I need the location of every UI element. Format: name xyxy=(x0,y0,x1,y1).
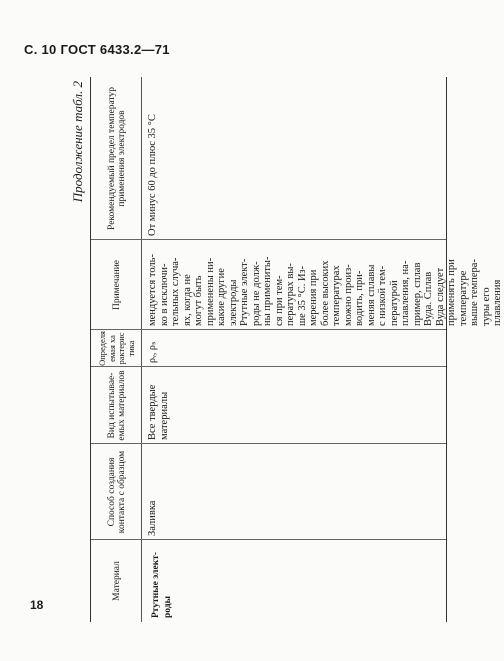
cell-note: мендуется толь- ко в исключи- тельных случа- ях, когда не могут быть применены ни- какие другие электроды Ртутные элект- роды не долж- ны примениты- ся при тем- пературах вы- ше 35 °С. Из- мерения при более высоких температурах можно произ- водить, при- меняя сплавы с низкой тем- пературой плавления, на- пример, сплав Вуда. Сплав Вуда следует применять при температуре выше темпера- туры его плавления xyxy=(147,254,503,326)
column-rule xyxy=(91,443,446,444)
running-head: С. 10 ГОСТ 6433.2—71 xyxy=(24,42,170,57)
page-number: 18 xyxy=(30,598,44,612)
table-continuation-caption: Продолжение табл. 2 xyxy=(70,81,85,203)
column-rule xyxy=(91,539,446,540)
rotated-table-page xyxy=(70,77,503,622)
header-tested-materials: Вид испытывае-емых материалов xyxy=(106,370,127,441)
table-2 xyxy=(90,77,503,622)
header-material: Материал xyxy=(111,561,122,601)
cell-defined-quantity: ρᵥ, ρₛ xyxy=(147,341,158,363)
header-temperature-range: Рекомендуемый предел температур применения электродов xyxy=(106,87,127,230)
header-contact-method: Способ создания контакта с образцом xyxy=(106,450,127,534)
cell-temperature-range: От минус 60 до плюс 35 °С xyxy=(147,114,158,236)
cell-material: Ртутные элект-роды xyxy=(151,551,173,618)
header-separator xyxy=(141,77,142,622)
header-defined-quantity: Определя емая ха рактерис тика xyxy=(97,331,136,366)
column-rule xyxy=(91,366,446,367)
cell-tested-materials: Все твердые материалы xyxy=(147,384,170,440)
header-note: Примечание xyxy=(111,259,122,311)
cell-contact-method: Заливка xyxy=(147,500,158,536)
